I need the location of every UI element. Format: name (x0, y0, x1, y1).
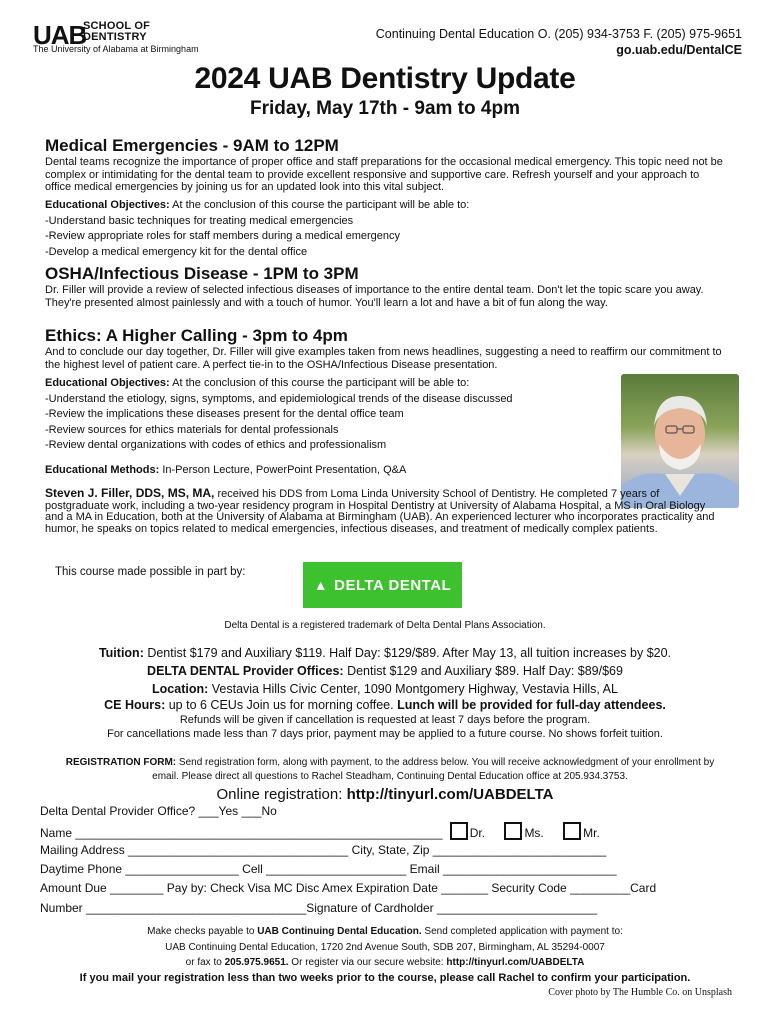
objective-item: -Review the implications these diseases present for the dental office team (45, 408, 404, 420)
section-text-ethics: And to conclude our day together, Dr. Filler will give examples taken from news headlines, suggesting a need to reaffirm our commitment to the highest level of patient care. A perfect tie-in to the OSHA/Infectious Disease presentation. (45, 346, 722, 371)
name-field-row: Name _______________________________________________________ Dr. Ms. Mr. (40, 822, 740, 840)
objectives-ethics: Educational Objectives: At the conclusion of this course the participant will be able to: -Understand the etiology, signs, symptoms, and epidemiological trends of the disease discussed -Review the implications these diseases present for the dental office team -Review sources for ethics materials for dental professionals -Review dental organizations with codes of ethics and professionalism (45, 376, 585, 454)
delta-trademark-note: Delta Dental is a registered trademark of Delta Dental Plans Association. (224, 620, 546, 631)
speaker-name: Steven J. Filler, DDS, MS, MA, (45, 486, 215, 500)
educational-methods: Educational Methods: In-Person Lecture, PowerPoint Presentation, Q&A (45, 464, 407, 476)
objective-item: -Review appropriate roles for staff members during a medical emergency (45, 230, 401, 242)
contact-phones: Continuing Dental Education O. (205) 934-3753 F. (205) 975-9651 (375, 27, 742, 41)
section-text-osha: Dr. Filler will provide a review of selected infectious diseases of importance to the entire dental team. Don't let the topic scare you away. They're presented almost painlessly and with a touch of humor. You'll learn a lot and have a bit of fun along the way. (45, 284, 704, 309)
speaker-bio: Steven J. Filler, DDS, MS, MA, received his DDS from Loma Linda University School of Dentistry. He completed 7 years of postgraduate work, including a two-year residency program in Hospital Dentistry at University of Alabama Hospital, a MS in Oral Biology and a MA in Education, both at the University of Alabama at Birmingham (UAB). An experienced lecturer who incorporates practicality and humor, he speaks on topics related to medical emergencies, infectious diseases, and treatment of medically complex patients. (45, 486, 715, 535)
logo-university-label: The University of Alabama at Birmingham (33, 44, 199, 54)
tuition-line: Tuition: Dentist $179 and Auxiliary $119. Half Day: $129/$89. After May 13, all tuition increases by $20. (98, 646, 672, 660)
photo-credit: Cover photo by The Humble Co. on Unsplash (548, 987, 732, 998)
section-title-osha: OSHA/Infectious Disease - 1PM to 3PM (45, 264, 359, 283)
contact-info (376, 26, 742, 58)
online-registration: Online registration: http://tinyurl.com/UABDELTA (216, 786, 554, 803)
page-title: 2024 UAB Dentistry Update (194, 62, 576, 95)
phone-email-field[interactable]: Daytime Phone _________________ Cell _____________________ Email __________________________ (40, 862, 617, 876)
refund-policy-1: Refunds will be given if cancellation is requested at least 7 days before the program. (179, 714, 591, 726)
mail-instructions: Make checks payable to UAB Continuing Dental Education. Send completed application with payment to: UAB Continuing Dental Education, 1720 2nd Avenue South, SDB 207, Birmingham, AL 35294-0007 or fax to 205.975.9651. Or register via our secure website: http://tinyurl.com/UABDELTA If you mail your registration less than two weeks prior to the course, please call Rachel to confirm your participation. (0, 924, 770, 986)
ce-hours-line: CE Hours: up to 6 CEUs Join us for morning coffee. Lunch will be provided for full-day attendees. (104, 698, 666, 712)
card-number-field[interactable]: Number _________________________________Signature of Cardholder ________________________ (40, 901, 598, 915)
uab-logo-mark: UAB (33, 20, 87, 50)
dr-checkbox[interactable] (450, 822, 468, 840)
ms-checkbox[interactable] (504, 822, 522, 840)
objectives-medical: Educational Objectives: At the conclusion of this course the participant will be able to: -Understand basic techniques for treating medical emergencies -Review appropriate roles for staff members during a medical emergency -Develop a medical emergency kit for the dental office (45, 198, 585, 260)
objective-item: -Develop a medical emergency kit for the dental office (45, 245, 308, 258)
registration-instructions: REGISTRATION FORM: Send registration form, along with payment, to the address below. You will receive acknowledgment of your enrollment by email. Please direct all questions to Rachel Steadham, Continuing Dental Education office at 205.934.3753. (65, 757, 715, 782)
payment-field[interactable]: Amount Due ________ Pay by: Check Visa MC Disc Amex Expiration Date _______ Security Code _________Card (40, 881, 657, 895)
mr-checkbox[interactable] (563, 822, 581, 840)
secure-website-link[interactable]: http://tinyurl.com/UABDELTA (446, 957, 585, 968)
refund-policy-2: For cancellations made less than 7 days prior, payment may be applied to a future course. No shows forfeit tuition. (107, 728, 663, 740)
sponsor-text: This course made possible in part by: (55, 566, 246, 578)
uab-logo (33, 18, 199, 58)
objective-item: -Understand basic techniques for treating medical emergencies (45, 214, 354, 227)
confirmation-note: If you mail your registration less than two weeks prior to the course, please call Rachel to confirm your participation. (79, 971, 691, 984)
delta-dental-logo: ▲ DELTA DENTAL (303, 562, 462, 608)
section-text-medical: Dental teams recognize the importance of proper office and staff preparations for the occasional medical emergency. This topic need not be complex or intimidating for the dental team to provide excellent responsive and supportive care. Refresh yourself and your approach to office medical emergencies by joining us for an updated look into this vital subject. (45, 156, 723, 193)
objective-item: -Review sources for ethics materials for dental professionals (45, 423, 339, 436)
mailing-address: UAB Continuing Dental Education, 1720 2nd Avenue South, SDB 207, Birmingham, AL 35294-0007 (165, 941, 605, 953)
delta-triangle-icon: ▲ (313, 577, 329, 593)
section-title-medical: Medical Emergencies - 9AM to 12PM (45, 136, 339, 155)
location-line: Location: Vestavia Hills Civic Center, 1090 Montgomery Highway, Vestavia Hills, AL (152, 682, 618, 696)
objective-item: -Review dental organizations with codes of ethics and professionalism (45, 439, 387, 451)
page-subtitle: Friday, May 17th - 9am to 4pm (250, 98, 520, 119)
online-registration-link[interactable]: http://tinyurl.com/UABDELTA (346, 786, 554, 803)
section-title-ethics: Ethics: A Higher Calling - 3pm to 4pm (45, 326, 348, 345)
objective-item: -Understand the etiology, signs, symptoms, and epidemiological trends of the disease discussed (45, 392, 513, 405)
name-field[interactable]: Name _______________________________________________________ (40, 826, 443, 840)
mailing-address-field[interactable]: Mailing Address _________________________________ City, State, Zip __________________________ (40, 843, 607, 857)
contact-url[interactable]: go.uab.edu/DentalCE (616, 43, 742, 57)
provider-pricing-line: DELTA DENTAL Provider Offices: Dentist $129 and Auxiliary $89. Half Day: $89/$69 (147, 664, 623, 678)
logo-school-label: SCHOOL OF DENTISTRY (83, 20, 150, 43)
provider-office-field[interactable]: Delta Dental Provider Office? ___Yes ___No (40, 804, 277, 818)
